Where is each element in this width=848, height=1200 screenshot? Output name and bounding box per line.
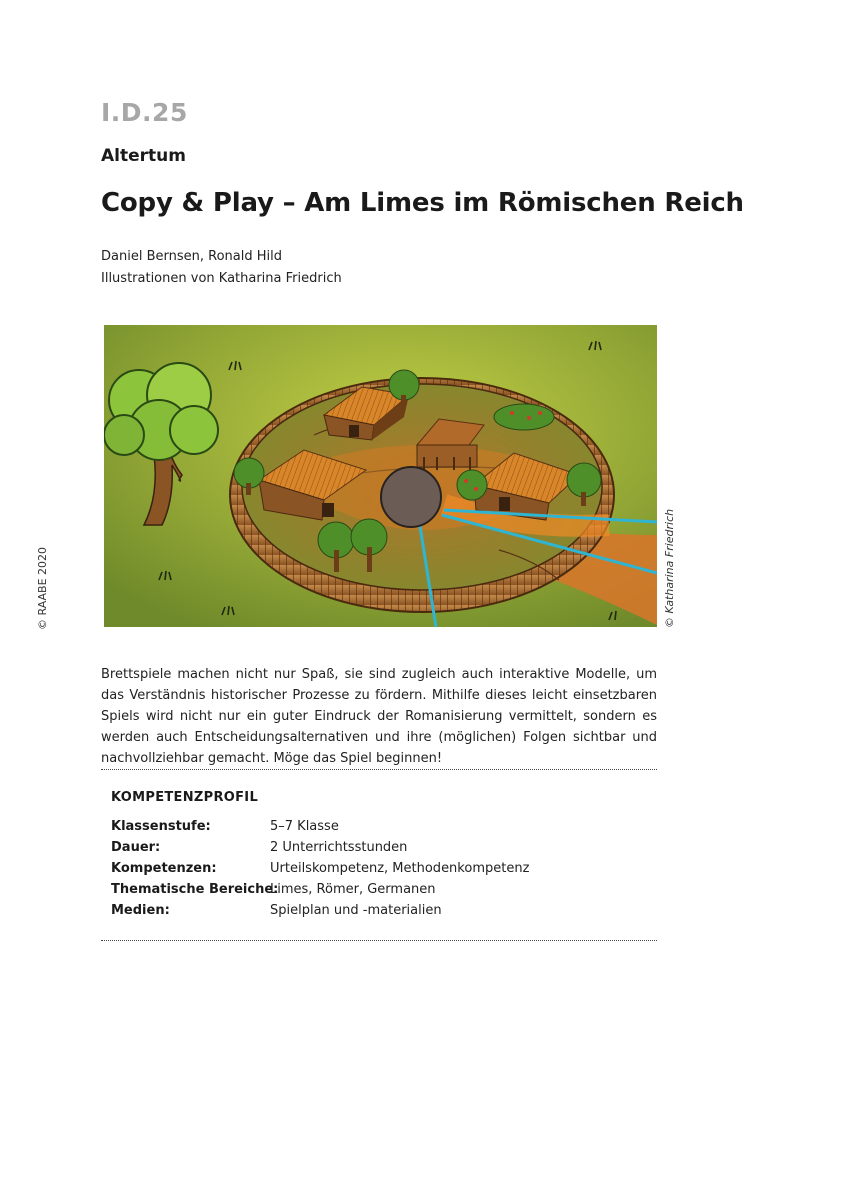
- authors-names: Daniel Bernsen, Ronald Hild: [101, 249, 282, 264]
- profile-label: Medien:: [111, 903, 170, 918]
- divider-top: [101, 769, 657, 770]
- profile-row-dauer: [111, 837, 529, 858]
- profile-label: Kompetenzen:: [111, 861, 217, 876]
- document-code: I.D.25: [101, 98, 188, 127]
- illustration-credit: © Katharina Friedrich: [663, 508, 676, 628]
- profile-label: Dauer:: [111, 840, 161, 855]
- section-label: Altertum: [101, 146, 186, 166]
- profile-row-thematische-bereiche: [111, 879, 529, 900]
- village-illustration: [104, 325, 657, 627]
- profile-row-klassenstufe: [111, 816, 529, 837]
- profile-value: Spielplan und -materialien: [270, 903, 442, 918]
- profile-label: Klassenstufe:: [111, 819, 211, 834]
- kompetenzprofil-table: [111, 816, 529, 921]
- illustrator-line: Illustrationen von Katharina Friedrich: [101, 271, 342, 286]
- divider-bottom: [101, 940, 657, 941]
- page-title: Copy & Play – Am Limes im Römischen Reich: [101, 188, 744, 218]
- profile-value: Limes, Römer, Germanen: [270, 882, 436, 897]
- profile-value: Urteilskompetenz, Methodenkompetenz: [270, 861, 530, 876]
- intro-paragraph: Brettspiele machen nicht nur Spaß, sie sind zugleich auch interaktive Modelle, um das Verständnis historischer Prozesse zu fördern. Mithilfe dieses leicht einsetzbaren Spiels wird nicht nur ein guter Eindruck der Romanisierung vermittelt, sondern es werden auch Entscheidungsalternativen und ihre (möglichen) Folgen sichtbar und nachvollziehbar gemacht. Möge das Spiel beginnen!: [101, 667, 657, 766]
- profile-row-kompetenzen: [111, 858, 529, 879]
- profile-value: 5–7 Klasse: [270, 819, 339, 834]
- authors-block: [101, 246, 342, 290]
- profile-value: 2 Unterrichtsstunden: [270, 840, 408, 855]
- profile-label: Thematische Bereiche:: [111, 882, 279, 897]
- kompetenzprofil-heading: KOMPETENZPROFIL: [111, 790, 259, 805]
- profile-row-medien: [111, 900, 529, 921]
- copyright-note: © RAABE 2020: [36, 546, 49, 630]
